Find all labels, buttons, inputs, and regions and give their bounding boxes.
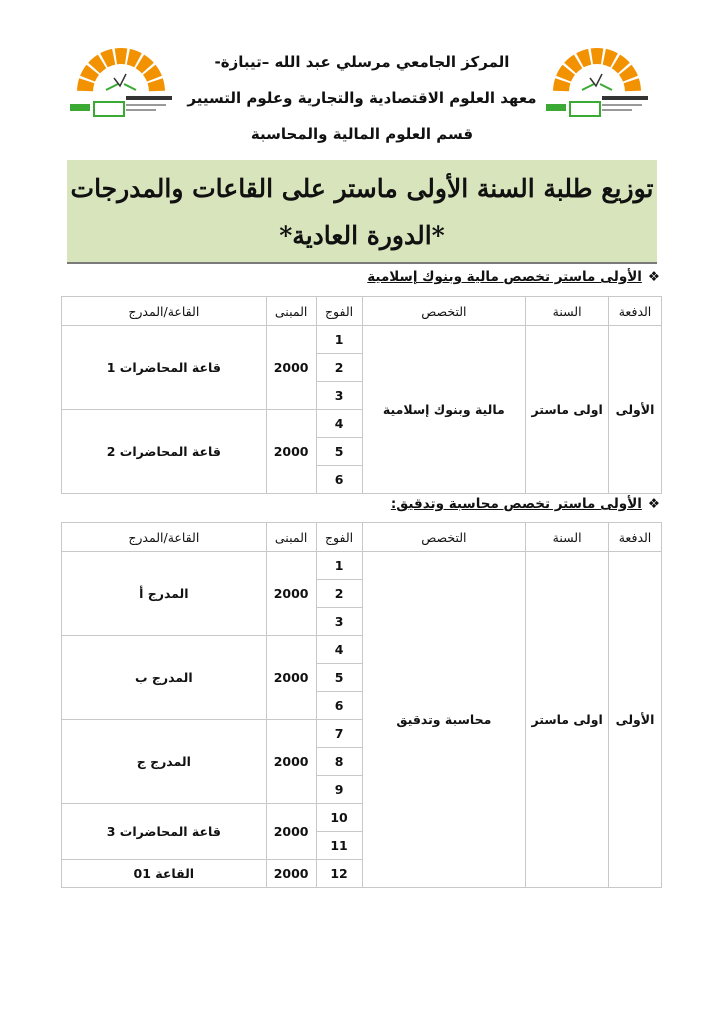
cohort-cell: 11	[316, 832, 362, 860]
distribution-table-2	[61, 522, 662, 888]
table-row	[62, 552, 662, 580]
header-line-3: قسم العلوم المالية والمحاسبة	[250, 125, 474, 143]
hall-cell: قاعة المحاضرات 3	[62, 804, 267, 860]
column-header: السنة	[526, 297, 609, 326]
specialty-cell: محاسبة وتدقيق	[362, 552, 526, 888]
header-line-2: معهد العلوم الاقتصادية والتجارية وعلوم التسيير	[187, 89, 537, 107]
title-banner	[67, 160, 657, 264]
logo-graphic	[546, 48, 648, 116]
table-header-row	[62, 297, 662, 326]
column-header: التخصص	[362, 297, 526, 326]
distribution-table-1	[61, 296, 662, 494]
header-line-1: المركز الجامعي مرسلي عبد الله –تيبازة-	[214, 53, 510, 71]
column-header: السنة	[526, 523, 609, 552]
column-header: الفوج	[316, 297, 362, 326]
university-logo-left	[66, 44, 176, 122]
cohort-cell: 4	[316, 636, 362, 664]
cohort-cell: 9	[316, 776, 362, 804]
table-row	[62, 326, 662, 354]
document-subtitle: *الدورة العادية*	[279, 221, 445, 250]
building-cell: 2000	[266, 552, 316, 636]
section-heading-2	[391, 496, 660, 512]
column-header: المبنى	[266, 297, 316, 326]
building-cell: 2000	[266, 636, 316, 720]
cohort-cell: 6	[316, 466, 362, 494]
table-header-row	[62, 523, 662, 552]
cohort-cell: 3	[316, 608, 362, 636]
section-heading-text: الأولى ماستر تخصص محاسبة وتدقيق:	[390, 496, 642, 512]
cohort-cell: 10	[316, 804, 362, 832]
logo-arc-segment	[115, 48, 128, 64]
cohort-cell: 5	[316, 438, 362, 466]
institution-header	[176, 44, 548, 152]
document-title: توزيع طلبة السنة الأولى ماستر على القاعات والمدرجات	[70, 174, 654, 203]
hall-cell: قاعة المحاضرات 2	[62, 410, 267, 494]
logo-arc-segment	[591, 48, 604, 64]
cohort-cell: 2	[316, 354, 362, 382]
year-cell: اولى ماستر	[526, 552, 609, 888]
cohort-cell: 1	[316, 552, 362, 580]
column-header: المبنى	[266, 523, 316, 552]
building-cell: 2000	[266, 326, 316, 410]
logo-graphic	[70, 48, 172, 116]
cohort-cell: 7	[316, 720, 362, 748]
cohort-cell: 4	[316, 410, 362, 438]
batch-cell: الأولى	[609, 552, 662, 888]
cohort-cell: 8	[316, 748, 362, 776]
specialty-cell: مالية وبنوك إسلامية	[362, 326, 526, 494]
bullet-icon: ❖	[647, 269, 660, 285]
column-header: القاعة/المدرج	[62, 297, 267, 326]
section-heading-1	[367, 269, 660, 285]
hall-cell: القاعة 01	[62, 860, 267, 888]
building-cell: 2000	[266, 860, 316, 888]
cohort-cell: 3	[316, 382, 362, 410]
hall-cell: قاعة المحاضرات 1	[62, 326, 267, 410]
hall-cell: المدرج أ	[62, 552, 267, 636]
cohort-cell: 5	[316, 664, 362, 692]
hall-cell: المدرج ب	[62, 636, 267, 720]
building-cell: 2000	[266, 804, 316, 860]
column-header: القاعة/المدرج	[62, 523, 267, 552]
column-header: التخصص	[362, 523, 526, 552]
hall-cell: المدرج ج	[62, 720, 267, 804]
section-heading-text: الأولى ماستر تخصص مالية وبنوك إسلامية	[367, 269, 642, 285]
cohort-cell: 12	[316, 860, 362, 888]
building-cell: 2000	[266, 720, 316, 804]
batch-cell: الأولى	[609, 326, 662, 494]
bullet-icon: ❖	[647, 496, 660, 512]
column-header: الفوج	[316, 523, 362, 552]
column-header: الدفعة	[609, 523, 662, 552]
university-logo-right	[542, 44, 652, 122]
cohort-cell: 2	[316, 580, 362, 608]
building-cell: 2000	[266, 410, 316, 494]
cohort-cell: 1	[316, 326, 362, 354]
cohort-cell: 6	[316, 692, 362, 720]
column-header: الدفعة	[609, 297, 662, 326]
year-cell: اولى ماستر	[526, 326, 609, 494]
